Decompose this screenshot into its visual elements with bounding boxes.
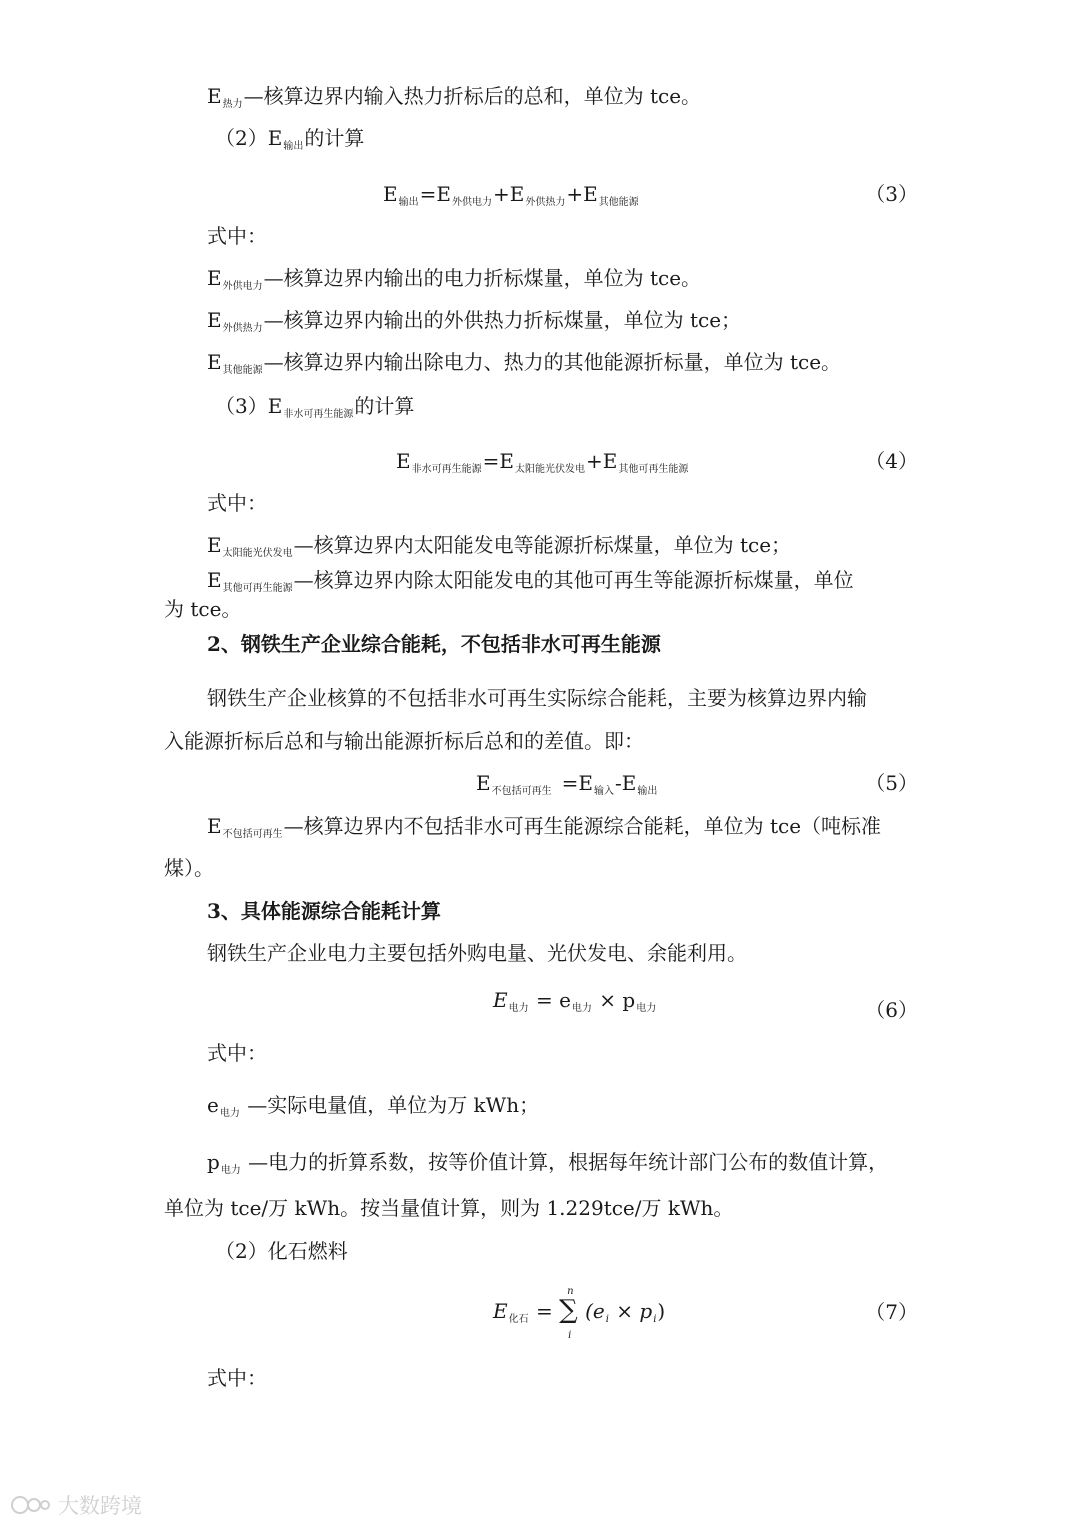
equation-5: $E_{不包括可再生} =E_{输入}-E_{输出}$: [476, 771, 658, 797]
watermark-logo-icon: [10, 1493, 52, 1517]
where-label: 式中：: [207, 224, 267, 248]
equation-3: $E_{输出}=E_{外供电力}+E_{外供热力}+E_{其他能源}$: [383, 182, 639, 208]
watermark: [10, 1490, 142, 1520]
definition-e-solar: $E_{太阳能光伏发电}—$核算边界内太阳能发电等能源折标煤量，单位为 tce；: [207, 533, 792, 559]
where-label: 式中：: [207, 1366, 267, 1390]
definition-e-other-renewable: $E_{其他可再生能源}—$核算边界内除太阳能发电的其他可再生等能源折标煤量，单位: [207, 568, 854, 594]
definition-e-other-renewable-cont: 为 tce。: [164, 597, 242, 621]
definition-e-power-value: $e_{电力}$ —实际电量值，单位为万 kWh；: [207, 1093, 540, 1119]
watermark-text: 大数跨境: [58, 1494, 142, 1518]
where-label: 式中：: [207, 1041, 267, 1065]
equation-3-number: （3）: [865, 182, 918, 206]
subsection-fossil-fuel: （2）化石燃料: [215, 1239, 348, 1263]
paragraph-2-line2: 入能源折标后总和与输出能源折标后总和的差值。即：: [164, 729, 644, 753]
definition-e-other-energy: $E_{其他能源}—$核算边界内输出除电力、热力的其他能源折标量，单位为 tce。: [207, 350, 842, 376]
definition-e-external-power: $E_{外供电力}—$核算边界内输出的电力折标煤量，单位为 tce。: [207, 266, 702, 292]
equation-4-number: （4）: [865, 449, 918, 473]
equation-6: $E_{电力} = e_{电力} \times p_{电力}$: [493, 988, 657, 1014]
sum-upper-limit: n: [567, 1286, 574, 1297]
paragraph-3: 钢铁生产企业电力主要包括外购电量、光伏发电、余能利用。: [207, 941, 747, 965]
equation-4: $E_{非水可再生能源}=E_{太阳能光伏发电}+E_{其他可再生能源}$: [396, 449, 689, 475]
equation-6-number: （6）: [865, 998, 918, 1022]
section-3-heading: 3、具体能源综合能耗计算: [207, 899, 441, 923]
equation-5-number: （5）: [865, 771, 918, 795]
definition-e-heat: $E_{热力}—$核算边界内输入热力折标后的总和，单位为 tce。: [207, 84, 702, 110]
subsection-output-heading: $(2)E_{输出}$的计算: [215, 126, 365, 152]
definition-p-power-coefficient-cont: 单位为 tce/万 kWh。按当量值计算，则为 1.229tce/万 kWh。: [164, 1196, 734, 1220]
sum-lower-limit: i: [568, 1330, 572, 1341]
where-label: 式中：: [207, 491, 267, 515]
definition-e-excluding-renewable: $E_{不包括可再生}—$核算边界内不包括非水可再生能源综合能耗，单位为 tce（吨标准: [207, 814, 882, 840]
paragraph-2-line1: 钢铁生产企业核算的不包括非水可再生实际综合能耗，主要为核算边界内输: [207, 686, 867, 710]
definition-e-external-heat: $E_{外供热力}—$核算边界内输出的外供热力折标煤量，单位为 tce；: [207, 308, 742, 334]
definition-p-power-coefficient: $p_{电力}$ —电力的折算系数，按等价值计算，根据每年统计部门公布的数值计算，: [207, 1150, 889, 1176]
sigma-symbol: ∑: [559, 1295, 578, 1325]
equation-7-number: （7）: [865, 1300, 918, 1324]
definition-e-excluding-renewable-cont: 煤）。: [164, 856, 214, 880]
equation-7: $E_{化石}$ = n ∑ i $(e_i \times p_i)$: [493, 1296, 665, 1334]
subsection-renewable-heading: $(3)E_{非水可再生能源}$的计算: [215, 394, 415, 420]
section-2-heading: 2、钢铁生产企业综合能耗，不包括非水可再生能源: [207, 632, 661, 656]
